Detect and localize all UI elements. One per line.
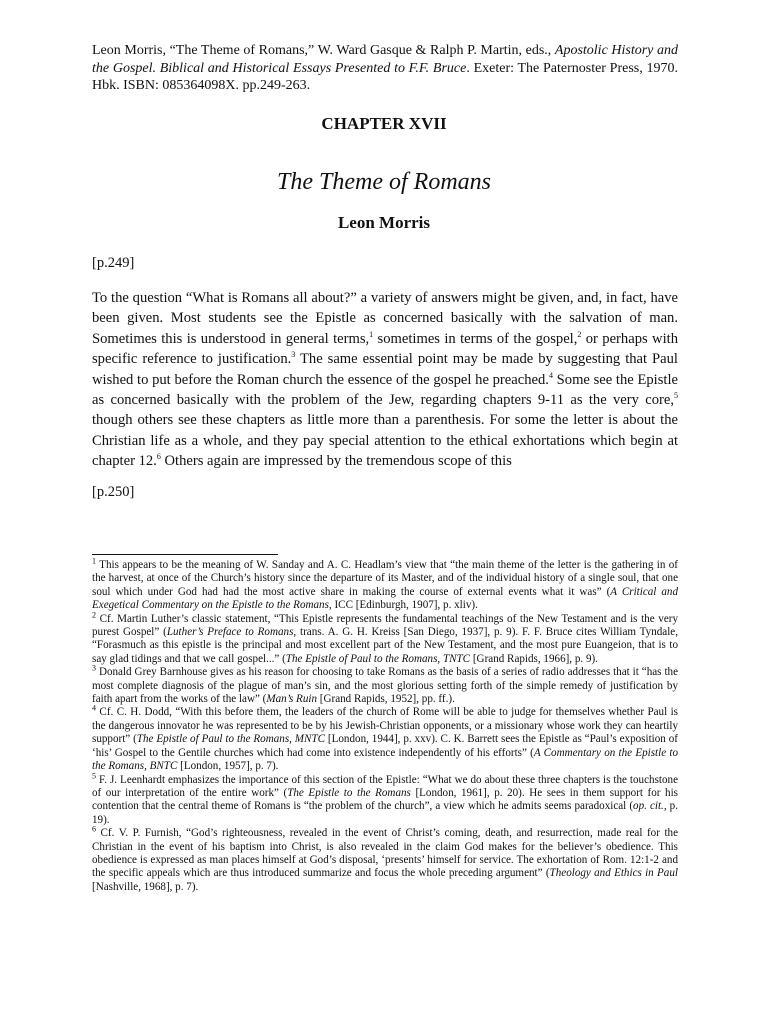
source-citation xyxy=(92,42,678,95)
body-text-segment: sometimes in terms of the gospel, xyxy=(373,330,578,347)
article-title: The Theme of Romans xyxy=(277,169,491,195)
footnote-divider xyxy=(92,554,278,555)
author-name: Leon Morris xyxy=(337,213,431,232)
footnote-text: ICC [Edinburgh, 1907], p. xliv). xyxy=(331,599,478,612)
footnote-text: trans. A. G. H. Kreiss [San Diego, 1937], p. 9). F. F. Bruce cites William Tyndale, “Forasmuch as this epistle is the principal and most excellent part of the New Testament, and the most pure Euangeion, that is to say glad tidings and that we call gospel...” ( xyxy=(92,626,678,665)
footnote-number: 1 xyxy=(92,556,96,566)
footnote-work-title: Theology and Ethics in Paul xyxy=(549,867,678,880)
footnote-2 xyxy=(92,609,678,667)
footnote-work-title: Man’s Ruin xyxy=(266,693,318,706)
footnote-text: [Nashville, 1968], p. 7). xyxy=(92,880,199,893)
body-text-segment: Some see the Epistle as concerned basically with the problem of the Jew, regarding chapters 9-11 as the very core, xyxy=(92,371,678,409)
footnote-ref[interactable]: 2 xyxy=(577,329,582,339)
footnote-text: This appears to be the meaning of W. Sanday and A. C. Headlam’s view that “the main theme of the letter is the gathering in of the harvest, at once of the Church’s history since the departure of its Master, and of the individual history of a single soul, that one soul which under God had had the most active share in making the course of external events what it was” ( xyxy=(92,559,678,598)
footnote-text: [Grand Rapids, 1966], p. 9). xyxy=(470,652,598,665)
footnote-ref[interactable]: 5 xyxy=(674,391,678,401)
body-text-segment: Others again are impressed by the tremendous scope of this xyxy=(160,453,512,470)
footnote-work-title: A Commentary on the Epistle to the Romans, BNTC xyxy=(92,746,679,773)
footnote-text: Cf. V. P. Furnish, “God’s righteousness, revealed in the event of Christ’s coming, death, and resurrection, made real for the Christian in the event of his baptism into Christ, is also revealed in the claim God makes for the believer’s obedience. This obedience is expressed as man places himself at God’s disposal, ‘presents’ himself for service. The exhortation of Rom. 12:1-2 and the specific appeals which are thus introduced summarize and focus the whole preceding argument” ( xyxy=(92,827,678,880)
body-text-segment: To the question “What is Romans all about?” a variety of answers might be given, and, in fact, have been given. Most students see the Epistle as concerned basically with the salvation of man. Sometimes this is understood in general terms, xyxy=(92,290,678,347)
footnote-text: [London, 1944], p. xxv). C. K. Barrett sees the Epistle as “Paul’s exposition of ‘his’ Gospel to the Gentile churches which had come into existence independently of his efforts” ( xyxy=(92,733,678,759)
footnote-3 xyxy=(92,663,678,706)
footnote-text: [London, 1957], p. 7). xyxy=(177,760,279,773)
footnote-ref[interactable]: 6 xyxy=(156,452,161,462)
source-citation-publisher: . Exeter: The Paternoster Press, 1970. Hbk. ISBN: 085364098X. pp.249-263. xyxy=(92,60,678,93)
body-paragraph xyxy=(92,288,678,472)
footnote-text: F. J. Leenhardt emphasizes the importance of this section of the Epistle: “What we do about these three chapters is the touchstone of our interpretation of the entire work” ( xyxy=(92,773,678,799)
page-marker-end: [p.250] xyxy=(92,484,135,500)
body-text-segment: though others see these chapters as little more than a parenthesis. For some the letter is about the Christian life as a whole, and they pay special attention to the ethical exhortations which begin at chapter 12. xyxy=(92,412,678,470)
footnote-4 xyxy=(92,703,679,773)
source-citation-text: Leon Morris, “The Theme of Romans,” W. Ward Gasque & Ralph P. Martin, eds., xyxy=(92,43,555,58)
footnote-number: 5 xyxy=(92,770,96,780)
body-text-segment: or perhaps with specific reference to justification. xyxy=(92,330,678,368)
footnote-work-title: The Epistle of Paul to the Romans, TNTC xyxy=(285,652,471,665)
footnote-number: 4 xyxy=(92,703,96,713)
page-marker-start: [p.249] xyxy=(92,255,135,271)
footnote-work-title: op. cit., xyxy=(633,800,667,813)
chapter-heading: CHAPTER XVII xyxy=(321,114,447,133)
footnote-number: 3 xyxy=(92,663,96,673)
footnote-text: Donald Grey Barnhouse gives as his reason for choosing to take Romans as the basis of a series of radio addresses that it “has the most complete diagnosis of the plague of man’s sin, and the most glorious setting forth of the simple remedy of justification by faith apart from the works of the law” ( xyxy=(92,666,678,706)
footnote-text: Cf. C. H. Dodd, “With this before them, the leaders of the church of Rome will be able to judge for themselves whether Paul is the dangerous innovator he was represented to be by his Jewish-Christian opponents, or a missionary whose work they can heartily support” ( xyxy=(92,706,678,746)
footnote-text: [London, 1961], p. 20). He sees in them support for his contention that the central theme of Romans is “the problem of the church”, a view which he admits seems paradoxical ( xyxy=(92,786,679,813)
footnote-number: 6 xyxy=(92,824,96,834)
footnote-5 xyxy=(92,770,679,828)
footnote-work-title: The Epistle to the Romans xyxy=(287,786,411,799)
body-text-segment: The same essential point may be made by suggesting that Paul wished to put before the Roman church the essence of the gospel he preached. xyxy=(92,351,678,388)
footnote-ref[interactable]: 4 xyxy=(548,370,553,380)
footnote-ref[interactable]: 3 xyxy=(291,350,296,360)
footnote-text: Cf. Martin Luther’s classic statement, “This Epistle represents the fundamental teachings of the New Testament and is the very purest Gospel” ( xyxy=(92,612,678,639)
footnote-number: 2 xyxy=(92,609,96,619)
footnotes-section xyxy=(92,556,679,894)
footnote-6 xyxy=(92,824,678,894)
footnote-1 xyxy=(92,556,679,613)
footnote-work-title: Luther’s Preface to Romans, xyxy=(166,626,297,639)
footnote-text: [Grand Rapids, 1952], pp. ff.). xyxy=(317,693,455,706)
footnote-ref[interactable]: 1 xyxy=(369,329,374,339)
source-citation-book-title: Apostolic History and the Gospel. Biblical and Historical Essays Presented to F.F. Bruce xyxy=(92,43,678,76)
footnote-work-title: The Epistle of Paul to the Romans, MNTC xyxy=(136,733,326,746)
footnote-work-title: A Critical and Exegetical Commentary on the Epistle to the Romans, xyxy=(92,585,679,612)
footnote-text: p. 19). xyxy=(92,800,678,826)
